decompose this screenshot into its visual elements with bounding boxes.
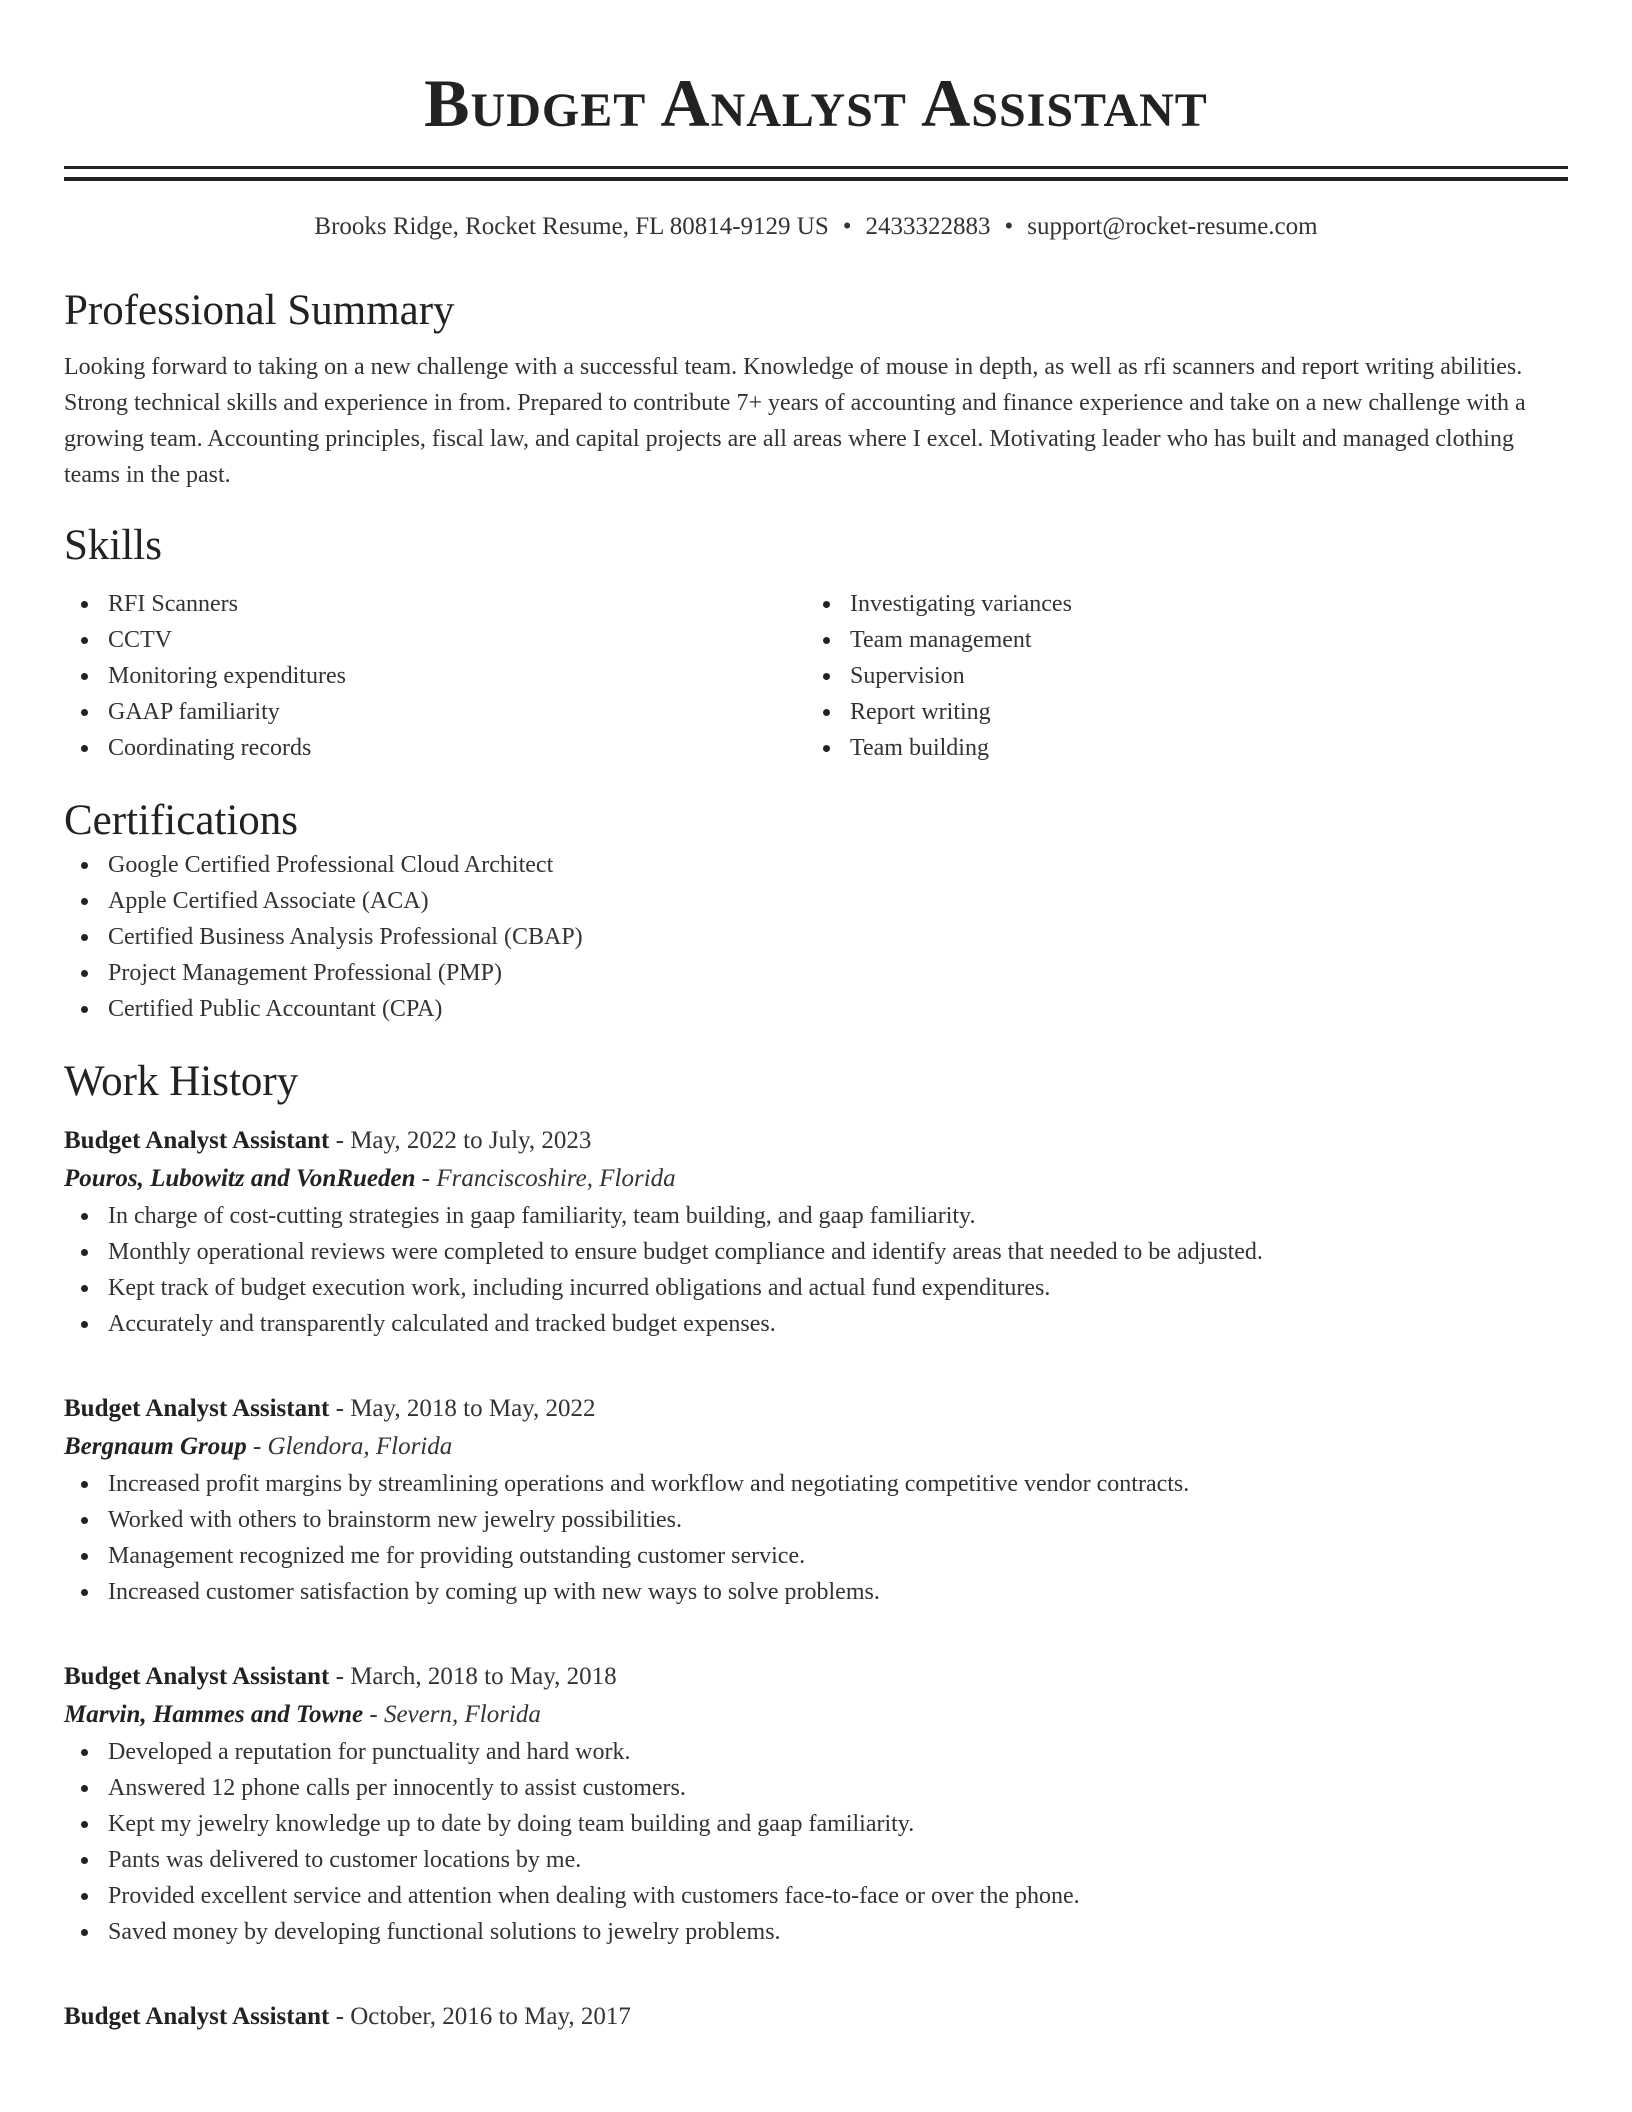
skill-item: Team building bbox=[806, 730, 1548, 766]
job-title-line bbox=[64, 1122, 1568, 1160]
resume-page bbox=[64, 0, 1568, 2036]
job-dates: October, 2016 to May, 2017 bbox=[350, 2003, 631, 2030]
job-bullet: Provided excellent service and attention when dealing with customers face-to-face or over the phone. bbox=[64, 1878, 1568, 1914]
job-bullet: Answered 12 phone calls per innocently to assist customers. bbox=[64, 1770, 1568, 1806]
job-entry bbox=[64, 1390, 1568, 1610]
job-bullet: Management recognized me for providing outstanding customer service. bbox=[64, 1538, 1568, 1574]
contact-email: support@rocket-resume.com bbox=[1027, 213, 1318, 240]
job-entry bbox=[64, 1998, 1568, 2036]
job-bullet: Increased profit margins by streamlining operations and workflow and negotiating competitive vendor contracts. bbox=[64, 1466, 1568, 1502]
dash-separator: - bbox=[329, 1127, 351, 1154]
bullet-separator: • bbox=[1004, 213, 1014, 240]
certification-item: Certified Public Accountant (CPA) bbox=[64, 991, 1568, 1027]
job-bullets bbox=[64, 1734, 1568, 1950]
dash-separator: - bbox=[246, 1433, 268, 1460]
skills-left-list bbox=[64, 586, 806, 766]
dash-separator: - bbox=[329, 2003, 351, 2030]
contact-phone: 2433322883 bbox=[865, 213, 991, 240]
job-bullet: Accurately and transparently calculated and tracked budget expenses. bbox=[64, 1306, 1568, 1342]
section-title-certifications: Certifications bbox=[64, 797, 299, 844]
job-title-line bbox=[64, 1658, 1568, 1696]
job-title: Budget Analyst Assistant bbox=[64, 1395, 330, 1422]
certification-item: Project Management Professional (PMP) bbox=[64, 955, 1568, 991]
company-location: Severn, Florida bbox=[383, 1701, 541, 1728]
company-line bbox=[64, 1160, 1568, 1198]
job-bullet: Developed a reputation for punctuality and hard work. bbox=[64, 1734, 1568, 1770]
contact-line bbox=[64, 211, 1568, 243]
certification-item: Google Certified Professional Cloud Architect bbox=[64, 847, 1568, 883]
section-title-work-history: Work History bbox=[64, 1058, 299, 1105]
title-double-rule bbox=[64, 166, 1568, 181]
job-title: Budget Analyst Assistant bbox=[64, 2003, 330, 2030]
skill-item: Team management bbox=[806, 622, 1548, 658]
job-bullet: Kept track of budget execution work, including incurred obligations and actual fund expenditures. bbox=[64, 1270, 1568, 1306]
section-title-skills: Skills bbox=[64, 522, 162, 569]
skills-right-list bbox=[806, 586, 1548, 766]
company-name: Pouros, Lubowitz and VonRueden bbox=[64, 1165, 416, 1192]
company-location: Franciscoshire, Florida bbox=[436, 1165, 676, 1192]
job-title: Budget Analyst Assistant bbox=[64, 1663, 330, 1690]
job-bullet: In charge of cost-cutting strategies in gaap familiarity, team building, and gaap familiarity. bbox=[64, 1198, 1568, 1234]
skill-item: GAAP familiarity bbox=[64, 694, 806, 730]
dash-separator: - bbox=[415, 1165, 437, 1192]
job-entry bbox=[64, 1658, 1568, 1950]
summary-paragraph: Looking forward to taking on a new challenge with a successful team. Knowledge of mouse in depth, as well as rfi scanners and report writing abilities. Strong technical skills and experience in from. Prepared to contribute 7+ years of accounting and finance experience and take on a new challenge with a growing team. Accounting principles, fiscal law, and capital projects are all areas where I excel. Motivating leader who has built and managed clothing teams in the past. bbox=[64, 354, 1526, 488]
contact-address: Brooks Ridge, Rocket Resume, FL 80814-9129 US bbox=[314, 213, 829, 240]
job-dates: May, 2018 to May, 2022 bbox=[350, 1395, 596, 1422]
dash-separator: - bbox=[329, 1663, 351, 1690]
job-title-line bbox=[64, 1998, 1568, 2036]
job-title-line bbox=[64, 1390, 1568, 1428]
job-dates: May, 2022 to July, 2023 bbox=[350, 1127, 592, 1154]
resume-title: Budget Analyst Assistant bbox=[424, 65, 1208, 141]
bullet-separator: • bbox=[842, 213, 852, 240]
skill-item: RFI Scanners bbox=[64, 586, 806, 622]
certifications-list bbox=[64, 847, 1568, 1027]
dash-separator: - bbox=[363, 1701, 384, 1728]
skill-item: Report writing bbox=[806, 694, 1548, 730]
section-title-summary: Professional Summary bbox=[64, 287, 455, 334]
company-line bbox=[64, 1696, 1568, 1734]
job-bullet: Kept my jewelry knowledge up to date by doing team building and gaap familiarity. bbox=[64, 1806, 1568, 1842]
job-entry bbox=[64, 1122, 1568, 1342]
dash-separator: - bbox=[329, 1395, 351, 1422]
skill-item: Investigating variances bbox=[806, 586, 1548, 622]
company-name: Marvin, Hammes and Towne bbox=[64, 1701, 364, 1728]
job-bullet: Saved money by developing functional solutions to jewelry problems. bbox=[64, 1914, 1568, 1950]
company-name: Bergnaum Group bbox=[64, 1433, 247, 1460]
skill-item: CCTV bbox=[64, 622, 806, 658]
job-bullet: Monthly operational reviews were completed to ensure budget compliance and identify areas that needed to be adjusted. bbox=[64, 1234, 1568, 1270]
skills-columns bbox=[64, 586, 1568, 766]
job-dates: March, 2018 to May, 2018 bbox=[350, 1663, 617, 1690]
job-bullet: Pants was delivered to customer locations by me. bbox=[64, 1842, 1568, 1878]
job-bullets bbox=[64, 1198, 1568, 1342]
company-location: Glendora, Florida bbox=[267, 1433, 453, 1460]
company-line bbox=[64, 1428, 1568, 1466]
job-bullet: Worked with others to brainstorm new jewelry possibilities. bbox=[64, 1502, 1568, 1538]
job-bullet: Increased customer satisfaction by coming up with new ways to solve problems. bbox=[64, 1574, 1568, 1610]
job-title: Budget Analyst Assistant bbox=[64, 1127, 330, 1154]
skill-item: Coordinating records bbox=[64, 730, 806, 766]
skill-item: Supervision bbox=[806, 658, 1548, 694]
certification-item: Certified Business Analysis Professional (CBAP) bbox=[64, 919, 1568, 955]
certification-item: Apple Certified Associate (ACA) bbox=[64, 883, 1568, 919]
job-bullets bbox=[64, 1466, 1568, 1610]
skill-item: Monitoring expenditures bbox=[64, 658, 806, 694]
